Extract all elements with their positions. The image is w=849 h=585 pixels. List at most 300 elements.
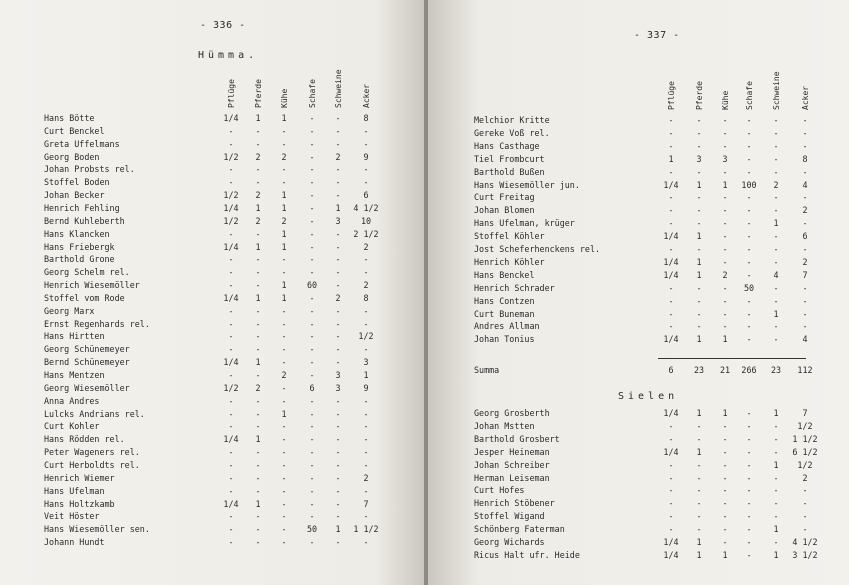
cell-value: - [255,125,261,136]
table-row [474,140,849,152]
table-row [474,523,849,535]
cell-value: 1/4 [223,498,239,509]
cell-value: - [696,115,702,125]
cell-value: - [773,153,779,164]
cell-value: 1/4 [223,357,239,368]
right-page [428,0,849,585]
cell-value: - [773,537,779,547]
cell-value: 3 1/2 [792,549,818,560]
table-row [44,241,424,253]
cell-value: - [722,485,728,496]
cell-value: - [363,138,369,149]
column-header: Pferde [254,79,263,108]
cell-value: - [281,125,287,136]
cell-value: 100 [741,179,757,190]
summa-value: 266 [741,365,757,375]
cell-value: - [228,280,234,291]
cell-value: - [335,305,341,316]
cell-value: - [668,511,674,522]
cell-value: - [773,446,779,457]
cell-value: 8 [363,292,369,303]
table-row [44,279,424,291]
cell-value: - [363,164,369,175]
table-row [474,420,849,432]
person-name: Melchior Kritte [474,115,550,125]
cell-value: 1 [696,256,702,267]
person-name: Herman Leiseman [474,472,550,483]
cell-value: 2 [281,151,287,162]
cell-value: - [335,138,341,149]
person-name: Hans Contzen [474,295,535,306]
cell-value: - [722,140,728,151]
table-row [474,269,849,281]
cell-value: - [773,511,779,522]
cell-value: 4 1/2 [353,202,379,213]
person-name: Hans Holtzkamb [44,498,115,509]
cell-value: 1 [281,228,287,239]
cell-value: - [722,308,728,319]
cell-value: - [335,228,341,239]
cell-value: 2 [255,215,261,226]
cell-value: - [228,472,234,483]
table-row [44,228,424,240]
column-header: Pflüge [667,81,676,110]
cell-value: 1 [773,549,779,560]
cell-value: 1 [696,549,702,560]
cell-value: 3 [335,370,341,380]
cell-value: 1 [281,202,287,213]
cell-value: - [309,421,315,432]
cell-value: - [802,308,808,319]
person-name: Curt Buneman [474,308,535,319]
section-title-sielen: Sielen [618,391,679,402]
person-name: Curt Herboldts rel. [44,459,140,470]
person-name: Hans Klancken [44,228,110,239]
cell-value: - [228,447,234,458]
table-row [474,510,849,522]
table-row [44,189,424,201]
table-row [44,318,424,330]
cell-value: - [773,334,779,345]
cell-value: 2 1/2 [353,228,379,239]
cell-value: 1 [773,459,779,470]
table-row [44,369,424,381]
cell-value: 4 1/2 [792,537,818,547]
table-row [474,536,849,548]
cell-value: 6 [802,231,808,242]
person-name: Stoffel vom Rode [44,292,125,303]
table-row [44,253,424,265]
cell-value: - [255,472,261,483]
summa-value: 112 [797,365,813,375]
cell-value: 9 [363,382,369,393]
table-row [474,179,849,191]
cell-value: - [696,459,702,470]
cell-value: - [309,344,315,355]
cell-value: - [773,498,779,509]
cell-value: - [255,395,261,406]
person-name: Georg Wiesemöller [44,382,130,393]
cell-value: - [335,537,341,548]
table-row [474,166,849,178]
table-row [474,472,849,484]
cell-value: - [309,472,315,483]
cell-value: 1 [281,190,287,201]
page-number-right: - 337 - [634,30,680,41]
cell-value: - [281,434,287,445]
page-number-left: - 336 - [200,20,246,31]
cell-value: - [773,244,779,254]
cell-value: 2 [802,256,808,267]
cell-value: - [255,408,261,419]
cell-value: - [802,485,808,496]
table-row [474,295,849,307]
person-name: Johan Schreiber [474,459,550,470]
table-row [44,395,424,407]
person-name: Hans Friebergk [44,241,115,252]
summa-label: Summa [474,365,500,375]
cell-value: - [802,295,808,306]
cell-value: - [281,485,287,496]
cell-value: - [363,305,369,316]
cell-value: - [281,524,287,535]
cell-value: 1/4 [663,537,679,547]
table-row [44,163,424,175]
cell-value: - [335,267,341,278]
table-row [44,459,424,471]
cell-value: - [309,305,315,316]
cell-value: - [746,537,752,547]
cell-value: - [696,166,702,177]
cell-value: - [255,318,261,329]
cell-value: - [255,421,261,432]
cell-value: - [281,164,287,175]
cell-value: - [746,334,752,345]
cell-value: - [773,115,779,125]
cell-value: 10 [360,215,372,226]
table-row [44,330,424,342]
cell-value: - [335,421,341,432]
person-name: Hans Wiesemöller sen. [44,524,150,535]
person-name: Hans Hirtten [44,331,105,342]
column-header: Pferde [695,81,704,110]
cell-value: - [722,321,728,332]
cell-value: - [746,549,752,560]
person-name: Jesper Heineman [474,446,550,457]
person-name: Hans Benckel [474,269,535,280]
cell-value: 1/2 [223,151,239,162]
cell-value: - [309,498,315,509]
cell-value: - [722,511,728,522]
cell-value: - [309,138,315,149]
table-row [44,510,424,522]
summa-rule [658,358,806,359]
cell-value: - [363,434,369,445]
person-name: Tiel Frombcurt [474,153,545,164]
cell-value: 6 [363,190,369,201]
cell-value: - [696,524,702,535]
cell-value: - [802,115,808,125]
column-header: Schweine [334,69,343,108]
cell-value: - [363,318,369,329]
cell-value: 1/4 [223,241,239,252]
cell-value: - [309,318,315,329]
cell-value: - [228,254,234,265]
table-row [44,382,424,394]
cell-value: 1 [281,280,287,291]
cell-value: - [746,205,752,216]
cell-value: 3 [335,382,341,393]
cell-value: - [255,331,261,342]
cell-value: - [309,228,315,239]
person-name: Georg Grosberth [474,408,550,418]
cell-value: - [746,153,752,164]
cell-value: - [722,433,728,444]
cell-value: - [281,138,287,149]
cell-value: - [363,421,369,432]
cell-value: 1 [696,408,702,418]
person-name: Henrich Stöbener [474,498,555,509]
table-row [44,356,424,368]
cell-value: - [255,511,261,522]
cell-value: - [668,140,674,151]
cell-value: 3 [335,215,341,226]
cell-value: - [281,395,287,406]
cell-value: - [335,254,341,265]
cell-value: 1/2 [223,190,239,201]
cell-value: - [281,421,287,432]
summa-value: 23 [693,365,705,375]
cell-value: - [668,218,674,229]
cell-value: 1 [722,179,728,190]
cell-value: - [228,305,234,316]
cell-value: - [722,166,728,177]
cell-value: - [696,321,702,332]
cell-value: - [746,269,752,280]
cell-value: - [255,138,261,149]
person-name: Johan Probsts rel. [44,164,135,175]
cell-value: - [722,295,728,306]
cell-value: - [228,537,234,548]
cell-value: - [363,125,369,136]
person-name: Hans Bötte [44,113,95,123]
cell-value: - [802,498,808,509]
cell-value: - [309,459,315,470]
cell-value: 2 [363,472,369,483]
cell-value: - [746,420,752,431]
cell-value: - [309,292,315,303]
cell-value: - [696,205,702,216]
table-row [44,523,424,535]
table-row [44,536,424,548]
person-name: Hans Casthage [474,140,540,151]
cell-value: - [722,446,728,457]
cell-value: 2 [281,370,287,380]
cell-value: - [696,511,702,522]
table-row [474,256,849,268]
cell-value: - [335,164,341,175]
cell-value: - [309,408,315,419]
cell-value: - [746,244,752,254]
cell-value: - [281,382,287,393]
cell-value: - [696,282,702,293]
cell-value: - [773,295,779,306]
cell-value: - [668,244,674,254]
table-row [474,433,849,445]
cell-value: - [668,295,674,306]
cell-value: - [773,166,779,177]
cell-value: - [773,321,779,332]
cell-value: - [309,370,315,380]
cell-value: - [255,485,261,496]
cell-value: - [228,228,234,239]
cell-value: - [228,318,234,329]
summa-row [474,364,834,376]
cell-value: - [696,420,702,431]
cell-value: 1 [281,292,287,303]
table-row [44,343,424,355]
cell-value: - [309,485,315,496]
cell-value: - [746,166,752,177]
cell-value: 1/2 [797,420,813,431]
column-header: Kühe [721,90,730,110]
cell-value: - [746,115,752,125]
person-name: Anna Andres [44,395,100,406]
cell-value: - [335,177,341,188]
cell-value: 1 [255,498,261,509]
cell-value: - [309,164,315,175]
person-name: Curt Freitag [474,192,535,203]
table-row [44,176,424,188]
cell-value: - [363,485,369,496]
cell-value: - [281,254,287,265]
summa-value: 21 [719,365,731,375]
cell-value: - [363,459,369,470]
cell-value: 1/4 [223,113,239,123]
cell-value: - [228,177,234,188]
cell-value: - [281,537,287,548]
table-row [44,498,424,510]
cell-value: - [802,127,808,138]
cell-value: 1/4 [663,269,679,280]
person-name: Henrich Wiemer [44,472,115,483]
cell-value: 2 [335,292,341,303]
person-name: Stoffel Boden [44,177,110,188]
cell-value: - [309,241,315,252]
cell-value: - [255,280,261,291]
cell-value: - [335,408,341,419]
cell-value: - [363,447,369,458]
cell-value: - [746,408,752,418]
cell-value: 1 [255,292,261,303]
cell-value: - [228,524,234,535]
table-row [474,282,849,294]
cell-value: - [363,344,369,355]
cell-value: - [668,459,674,470]
cell-value: - [802,244,808,254]
person-name: Henrich Wiesemöller [44,280,140,291]
cell-value: - [255,164,261,175]
cell-value: - [309,125,315,136]
cell-value: 2 [281,215,287,226]
cell-value: 7 [802,408,808,418]
cell-value: - [668,115,674,125]
cell-value: 1 [696,269,702,280]
cell-value: 1 [335,524,341,535]
cell-value: - [668,433,674,444]
cell-value: - [281,305,287,316]
cell-value: - [668,127,674,138]
cell-value: - [335,280,341,291]
cell-value: - [722,420,728,431]
cell-value: - [281,267,287,278]
cell-value: - [668,321,674,332]
cell-value: - [722,244,728,254]
cell-value: - [335,459,341,470]
person-name: Hans Mentzen [44,370,105,380]
cell-value: 3 [722,153,728,164]
cell-value: 2 [802,472,808,483]
cell-value: - [309,447,315,458]
cell-value: - [335,447,341,458]
cell-value: - [696,433,702,444]
person-name: Gereke Voß rel. [474,127,550,138]
table-row [474,549,849,561]
table-row [474,333,849,345]
person-name: Georg Boden [44,151,100,162]
cell-value: - [363,395,369,406]
cell-value: - [746,218,752,229]
cell-value: - [309,254,315,265]
cell-value: - [309,395,315,406]
table-row [474,153,849,165]
person-name: Barthold Grone [44,254,115,265]
cell-value: - [802,218,808,229]
person-name: Jost Scheferhenckens rel. [474,244,601,254]
cell-value: - [228,459,234,470]
cell-value: - [773,140,779,151]
cell-value: - [335,511,341,522]
cell-value: - [722,472,728,483]
cell-value: - [228,138,234,149]
person-name: Barthold Bußen [474,166,545,177]
table-row [44,138,424,150]
table-row [44,420,424,432]
table-row [474,446,849,458]
cell-value: - [335,498,341,509]
cell-value: 1 [255,357,261,368]
cell-value: 1/2 [223,382,239,393]
cell-value: 2 [255,190,261,201]
person-name: Barthold Grosbert [474,433,560,444]
cell-value: 1 [696,537,702,547]
person-name: Curt Benckel [44,125,105,136]
cell-value: - [746,127,752,138]
person-name: Georg Marx [44,305,95,316]
cell-value: - [335,331,341,342]
table-row [44,485,424,497]
cell-value: 2 [255,151,261,162]
person-name: Bernd Schünemeyer [44,357,130,368]
cell-value: - [309,357,315,368]
cell-value: - [802,321,808,332]
table-row [474,191,849,203]
cell-value: 9 [363,151,369,162]
cell-value: 6 [309,382,315,393]
cell-value: - [696,192,702,203]
person-name: Schönberg Faterman [474,524,565,535]
table-row [44,472,424,484]
